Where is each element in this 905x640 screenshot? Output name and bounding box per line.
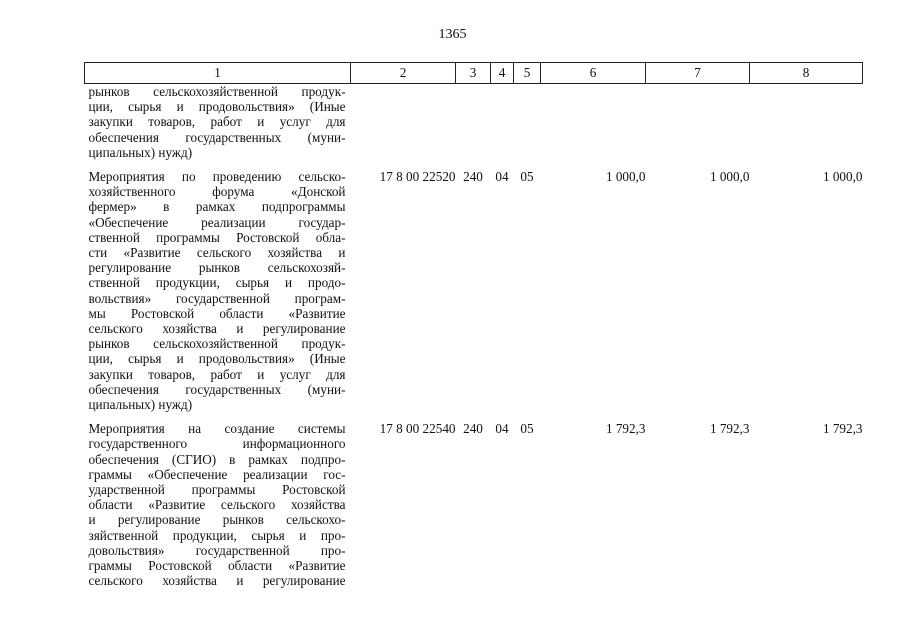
description-line: зяйственной продукции, сырья и про- — [88, 527, 346, 543]
description-line: мы Ростовской области «Развитие — [88, 305, 346, 321]
row-target-code: 17 8 00 22540 — [379, 421, 456, 437]
description-line: обеспечения государственных (муни- — [88, 129, 346, 145]
page-number: 1365 — [438, 27, 467, 42]
description-line: закупки товаров, работ и услуг для — [88, 366, 346, 382]
description-line: ударственной программы Ростовской — [88, 482, 346, 498]
row-amount-year-2 — [646, 84, 750, 161]
column-header-2: 2 — [351, 63, 456, 84]
row-expense-type: 240 — [463, 421, 483, 437]
description-line: довольствия» государственной про- — [88, 542, 346, 558]
row-amount-year-1: 1 000,0 — [605, 169, 646, 185]
description-line: ственной продукции, сырья и продо- — [88, 275, 346, 291]
description-line: регулирование рынков сельскохозяй- — [88, 260, 346, 276]
description-line: сельского хозяйства и регулирование — [88, 321, 346, 337]
column-header-4: 4 — [491, 63, 514, 84]
description-line: Мероприятия по проведению сельско- — [88, 169, 346, 185]
table-body — [85, 84, 863, 589]
table-row — [85, 84, 863, 161]
description-line: закупки товаров, работ и услуг для — [88, 114, 346, 130]
budget-table — [84, 62, 863, 589]
description-line: и регулирование рынков сельскохо- — [88, 512, 346, 528]
column-header-1: 1 — [85, 63, 351, 84]
description-line: «Обеспечение реализации государ- — [88, 214, 346, 230]
row-expense-type: 240 — [463, 169, 483, 185]
row-description — [85, 169, 351, 412]
row-description — [85, 84, 351, 161]
description-line: рынков сельскохозяйственной продук- — [88, 84, 346, 99]
row-subsection: 05 — [520, 169, 534, 185]
description-line: сти «Развитие сельского хозяйства и — [88, 245, 346, 261]
column-header-3: 3 — [456, 63, 491, 84]
row-section: 04 — [495, 169, 509, 185]
column-header-8: 8 — [750, 63, 863, 84]
row-section: 04 — [495, 421, 509, 437]
row-amount-year-2: 1 000,0 — [709, 169, 750, 185]
description-line: хозяйственного форума «Донской — [88, 184, 346, 200]
description-line: граммы «Обеспечение реализации гос- — [88, 466, 346, 482]
description-line: ции, сырья и продовольствия» (Иные — [88, 351, 346, 367]
row-section — [491, 84, 514, 161]
description-line: фермер» в рамках подпрограммы — [88, 199, 346, 215]
row-subsection: 05 — [520, 421, 534, 437]
row-expense-type — [456, 84, 491, 161]
description-line: ципальных) нужд) — [88, 144, 193, 160]
description-line: сельского хозяйства и регулирование — [88, 573, 346, 589]
table-row — [85, 421, 863, 588]
description-line: обеспечения (СГИО) в рамках подпро- — [88, 451, 346, 467]
column-header-6: 6 — [541, 63, 646, 84]
description-line: государственного информационного — [88, 436, 346, 452]
row-amount-year-2: 1 792,3 — [709, 421, 750, 437]
row-subsection — [514, 84, 541, 161]
row-target-code — [351, 84, 456, 161]
column-header-5: 5 — [514, 63, 541, 84]
row-amount-year-1: 1 792,3 — [605, 421, 646, 437]
row-amount-year-3: 1 000,0 — [822, 169, 863, 185]
description-line: ции, сырья и продовольствия» (Иные — [88, 99, 346, 115]
header-row — [85, 63, 863, 84]
row-amount-year-3 — [750, 84, 863, 161]
description-line: вольствия» государственной програм- — [88, 290, 346, 306]
row-description — [85, 421, 351, 588]
table-row — [85, 169, 863, 412]
description-line: рынков сельскохозяйственной продук- — [88, 336, 346, 352]
row-target-code: 17 8 00 22520 — [379, 169, 456, 185]
description-line: области «Развитие сельского хозяйства — [88, 497, 346, 513]
description-line: ственной программы Ростовской обла- — [88, 229, 346, 245]
column-header-7: 7 — [646, 63, 750, 84]
description-line: ципальных) нужд) — [88, 397, 193, 413]
row-amount-year-3: 1 792,3 — [822, 421, 863, 437]
description-line: Мероприятия на создание системы — [88, 421, 346, 437]
row-amount-year-1 — [541, 84, 646, 161]
description-line: обеспечения государственных (муни- — [88, 381, 346, 397]
description-line: граммы Ростовской области «Развитие — [88, 558, 346, 574]
